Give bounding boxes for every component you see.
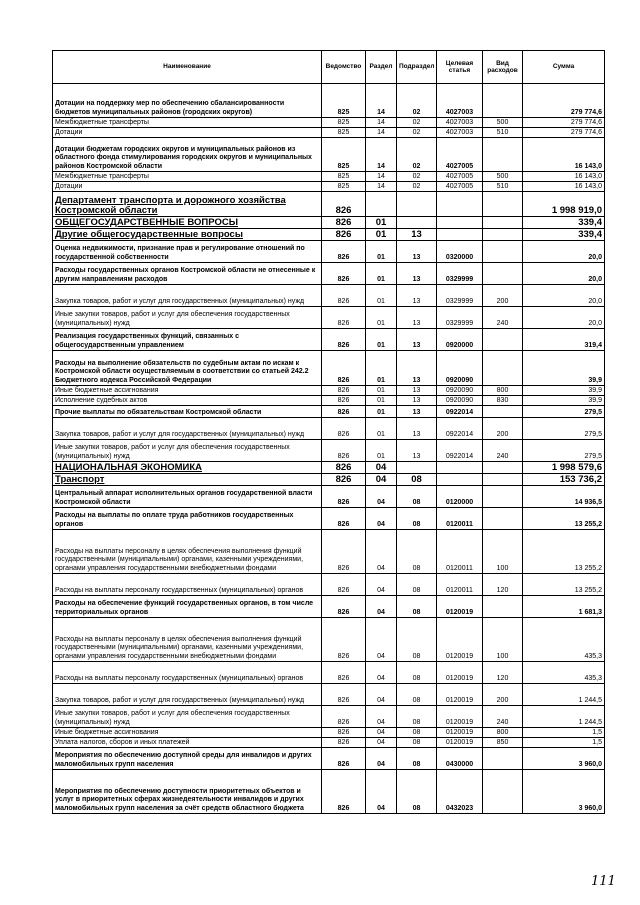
row-vedomstvo: 825 [322,128,366,138]
page-number: 111 [591,874,616,889]
row-name: Закупка товаров, работ и услуг для государственных (муниципальных) нужд [53,285,322,307]
row-summa: 435,3 [523,662,605,684]
row-name: Центральный аппарат исполнительных органов государственной власти Костромской области [53,486,322,508]
row-vedomstvo: 826 [322,728,366,738]
row-celevaya-statya: 0922014 [437,418,483,440]
row-vedomstvo: 826 [322,706,366,728]
row-razdel: 01 [366,307,397,329]
row-vid-raskhodov [483,217,523,229]
row-summa: 319,4 [523,329,605,351]
row-summa: 20,0 [523,285,605,307]
row-summa: 279,5 [523,406,605,418]
row-vedomstvo: 826 [322,285,366,307]
row-celevaya-statya: 4027003 [437,128,483,138]
row-vedomstvo: 826 [322,508,366,530]
row-vid-raskhodov: 200 [483,285,523,307]
row-podrazdel: 08 [397,596,437,618]
row-celevaya-statya: 0120011 [437,574,483,596]
row-razdel: 04 [366,574,397,596]
table-row [53,128,605,138]
row-celevaya-statya: 0120019 [437,662,483,684]
table-row [53,217,605,229]
row-podrazdel: 08 [397,618,437,662]
row-vid-raskhodov [483,241,523,263]
header-vid-raskhodov: Вид расходов [483,51,523,84]
row-summa: 1,5 [523,738,605,748]
row-celevaya-statya [437,462,483,474]
row-celevaya-statya: 0920090 [437,386,483,396]
row-podrazdel: 08 [397,684,437,706]
table-row [53,684,605,706]
row-celevaya-statya: 0432023 [437,770,483,814]
row-razdel: 04 [366,530,397,574]
row-celevaya-statya: 4027005 [437,172,483,182]
row-celevaya-statya: 0922014 [437,440,483,462]
row-name: Мероприятия по обеспечению доступности приоритетных объектов и услуг в приоритетных сферах жизнедеятельности инвалидов и других маломобильных групп населения за счёт средств областного бюджета [53,770,322,814]
row-razdel: 04 [366,748,397,770]
row-vedomstvo: 825 [322,138,366,172]
row-vid-raskhodov [483,229,523,241]
row-celevaya-statya: 0120019 [437,728,483,738]
row-podrazdel: 08 [397,486,437,508]
row-razdel: 01 [366,217,397,229]
row-razdel: 04 [366,728,397,738]
row-vedomstvo: 826 [322,440,366,462]
row-summa: 1 244,5 [523,684,605,706]
table-row [53,138,605,172]
table-row [53,508,605,530]
table-row [53,172,605,182]
row-podrazdel: 08 [397,728,437,738]
row-name: Другие общегосударственные вопросы [53,229,322,241]
header-celevaya-statya: Целевая статья [437,51,483,84]
table-row [53,486,605,508]
row-name: Транспорт [53,474,322,486]
row-vedomstvo: 826 [322,662,366,684]
row-razdel: 14 [366,172,397,182]
row-vid-raskhodov [483,770,523,814]
row-name: Иные бюджетные ассигнования [53,728,322,738]
row-podrazdel: 13 [397,329,437,351]
row-podrazdel: 02 [397,128,437,138]
row-celevaya-statya: 4027003 [437,84,483,118]
row-name: Закупка товаров, работ и услуг для государственных (муниципальных) нужд [53,684,322,706]
row-summa: 13 255,2 [523,530,605,574]
row-razdel: 01 [366,241,397,263]
budget-table [52,50,605,814]
row-name: Расходы на выполнение обязательств по судебным актам по искам к Костромской области осуществляемым в соответствии со статьей 242.2 Бюджетного кодекса Российской Федерации [53,351,322,386]
row-name: Иные закупки товаров, работ и услуг для обеспечения государственных (муниципальных) нужд [53,307,322,329]
row-vid-raskhodov: 200 [483,418,523,440]
row-vid-raskhodov [483,508,523,530]
row-summa: 39,9 [523,396,605,406]
row-vedomstvo: 826 [322,329,366,351]
row-name: Расходы на выплаты персоналу государственных (муниципальных) органов [53,574,322,596]
row-razdel: 14 [366,128,397,138]
row-summa: 20,0 [523,307,605,329]
row-podrazdel: 13 [397,351,437,386]
row-celevaya-statya: 0329999 [437,285,483,307]
table-row [53,118,605,128]
row-vedomstvo: 826 [322,307,366,329]
row-podrazdel [397,462,437,474]
row-vedomstvo: 826 [322,418,366,440]
row-celevaya-statya: 0120019 [437,684,483,706]
table-body [53,84,605,814]
table-row [53,241,605,263]
row-vedomstvo: 826 [322,770,366,814]
row-podrazdel: 02 [397,84,437,118]
row-summa: 1 998 919,0 [523,192,605,217]
row-vid-raskhodov: 200 [483,684,523,706]
row-razdel: 14 [366,84,397,118]
row-name: Оценка недвижимости, признание прав и регулирование отношений по государственной собственности [53,241,322,263]
row-razdel: 04 [366,508,397,530]
row-name: Иные закупки товаров, работ и услуг для обеспечения государственных (муниципальных) нужд [53,706,322,728]
row-podrazdel: 13 [397,307,437,329]
row-razdel: 14 [366,118,397,128]
row-podrazdel: 13 [397,285,437,307]
header-podrazdel: Подраздел [397,51,437,84]
row-podrazdel: 13 [397,263,437,285]
table-row [53,662,605,684]
table-row [53,192,605,217]
row-podrazdel: 08 [397,508,437,530]
row-celevaya-statya: 0120019 [437,596,483,618]
row-name: ОБЩЕГОСУДАРСТВЕННЫЕ ВОПРОСЫ [53,217,322,229]
row-vedomstvo: 826 [322,596,366,618]
row-name: Расходы на выплаты персоналу в целях обеспечения выполнения функций государственными (муниципальными) органами, казенными учреждениями, органами управления государственными внебюджетными фондами [53,530,322,574]
row-name: Иные закупки товаров, работ и услуг для обеспечения государственных (муниципальных) нужд [53,440,322,462]
table-row [53,738,605,748]
table-row [53,770,605,814]
table-row [53,462,605,474]
row-vid-raskhodov: 500 [483,118,523,128]
row-razdel: 01 [366,440,397,462]
row-name: Дотации на поддержку мер по обеспечению сбалансированности бюджетов муниципальных районов (городских округов) [53,84,322,118]
row-vedomstvo: 826 [322,406,366,418]
row-podrazdel: 13 [397,241,437,263]
table-row [53,229,605,241]
row-podrazdel: 02 [397,118,437,128]
row-podrazdel: 08 [397,662,437,684]
row-celevaya-statya: 4027005 [437,182,483,192]
table-row [53,530,605,574]
row-celevaya-statya: 0320000 [437,241,483,263]
row-celevaya-statya: 0120000 [437,486,483,508]
table-row [53,474,605,486]
row-name: Межбюджетные трансферты [53,118,322,128]
row-podrazdel: 08 [397,738,437,748]
row-podrazdel: 08 [397,748,437,770]
row-celevaya-statya: 0920000 [437,329,483,351]
row-razdel: 01 [366,285,397,307]
row-vedomstvo: 826 [322,229,366,241]
row-summa: 1,5 [523,728,605,738]
row-vid-raskhodov: 100 [483,530,523,574]
header-name: Наименование [53,51,322,84]
row-razdel: 14 [366,182,397,192]
row-vid-raskhodov [483,748,523,770]
header-razdel: Раздел [366,51,397,84]
row-podrazdel: 13 [397,440,437,462]
row-razdel: 14 [366,138,397,172]
table-row [53,285,605,307]
table-row [53,418,605,440]
row-vedomstvo: 825 [322,84,366,118]
row-razdel: 04 [366,706,397,728]
row-podrazdel: 13 [397,396,437,406]
table-row [53,351,605,386]
table-header-row [53,51,605,84]
row-summa: 279 774,6 [523,118,605,128]
row-podrazdel [397,192,437,217]
table-row [53,307,605,329]
row-name: Исполнение судебных актов [53,396,322,406]
row-name: Уплата налогов, сборов и иных платежей [53,738,322,748]
row-vid-raskhodov [483,474,523,486]
row-vid-raskhodov [483,462,523,474]
row-vedomstvo: 825 [322,182,366,192]
row-vid-raskhodov: 830 [483,396,523,406]
table-row [53,84,605,118]
row-vedomstvo: 825 [322,172,366,182]
row-podrazdel: 13 [397,386,437,396]
row-name: Прочие выплаты по обязательствам Костромской области [53,406,322,418]
row-vedomstvo: 826 [322,574,366,596]
row-vid-raskhodov [483,263,523,285]
row-vedomstvo: 826 [322,396,366,406]
row-vid-raskhodov [483,84,523,118]
row-podrazdel: 02 [397,182,437,192]
row-name: Дотации бюджетам городских округов и муниципальных районов из областного фонда стимулирования городских округов и муниципальных районов Костромской области [53,138,322,172]
row-celevaya-statya: 0920090 [437,396,483,406]
row-vedomstvo: 826 [322,684,366,706]
row-summa: 13 255,2 [523,574,605,596]
row-summa: 279 774,6 [523,84,605,118]
row-vid-raskhodov [483,192,523,217]
row-vid-raskhodov: 800 [483,728,523,738]
row-celevaya-statya: 4027005 [437,138,483,172]
row-podrazdel: 02 [397,138,437,172]
row-razdel: 04 [366,738,397,748]
table-row [53,574,605,596]
row-razdel: 04 [366,486,397,508]
row-vedomstvo: 826 [322,217,366,229]
row-vid-raskhodov [483,138,523,172]
row-vid-raskhodov: 510 [483,128,523,138]
row-razdel: 04 [366,662,397,684]
row-summa: 279,5 [523,418,605,440]
header-summa: Сумма [523,51,605,84]
table-row [53,406,605,418]
row-vedomstvo: 826 [322,351,366,386]
row-razdel: 01 [366,386,397,396]
row-summa: 1 244,5 [523,706,605,728]
row-podrazdel [397,217,437,229]
row-podrazdel: 08 [397,474,437,486]
row-summa: 3 960,0 [523,748,605,770]
row-name: Расходы на выплаты персоналу государственных (муниципальных) органов [53,662,322,684]
row-podrazdel: 08 [397,530,437,574]
row-summa: 16 143,0 [523,138,605,172]
table-row [53,748,605,770]
row-celevaya-statya: 0120019 [437,706,483,728]
row-vid-raskhodov: 120 [483,662,523,684]
row-summa: 339,4 [523,217,605,229]
table-row [53,386,605,396]
row-vid-raskhodov [483,329,523,351]
row-vid-raskhodov: 510 [483,182,523,192]
row-name: Расходы на выплаты персоналу в целях обеспечения выполнения функций государственными (муниципальными) органами, казенными учреждениями, органами управления государственными внебюджетными фондами [53,618,322,662]
row-podrazdel: 08 [397,770,437,814]
row-name: Иные бюджетные ассигнования [53,386,322,396]
row-podrazdel: 08 [397,706,437,728]
row-name: Закупка товаров, работ и услуг для государственных (муниципальных) нужд [53,418,322,440]
row-vid-raskhodov: 120 [483,574,523,596]
row-podrazdel: 13 [397,229,437,241]
row-summa: 279,5 [523,440,605,462]
row-vid-raskhodov [483,406,523,418]
row-name: Расходы государственных органов Костромской области не отнесенные к другим направлениям расходов [53,263,322,285]
row-vid-raskhodov: 240 [483,307,523,329]
row-summa: 339,4 [523,229,605,241]
row-celevaya-statya: 0920090 [437,351,483,386]
table-row [53,618,605,662]
row-razdel: 04 [366,474,397,486]
row-razdel: 01 [366,418,397,440]
row-vid-raskhodov: 500 [483,172,523,182]
row-celevaya-statya: 0120011 [437,508,483,530]
row-vid-raskhodov [483,596,523,618]
row-name: Дотации [53,182,322,192]
row-celevaya-statya: 0120019 [437,618,483,662]
row-summa: 20,0 [523,263,605,285]
row-summa: 1 681,3 [523,596,605,618]
row-vid-raskhodov: 100 [483,618,523,662]
row-vedomstvo: 826 [322,241,366,263]
table-row [53,329,605,351]
table-row [53,182,605,192]
row-razdel: 01 [366,351,397,386]
row-razdel: 01 [366,406,397,418]
row-podrazdel: 13 [397,418,437,440]
row-vid-raskhodov [483,351,523,386]
row-celevaya-statya: 0329999 [437,307,483,329]
row-summa: 153 736,2 [523,474,605,486]
table-row [53,396,605,406]
table-row [53,263,605,285]
row-summa: 39,9 [523,386,605,396]
row-summa: 13 255,2 [523,508,605,530]
row-razdel: 04 [366,770,397,814]
row-name: Расходы на выплаты по оплате труда работников государственных органов [53,508,322,530]
row-razdel: 01 [366,229,397,241]
row-celevaya-statya: 0329999 [437,263,483,285]
row-summa: 16 143,0 [523,172,605,182]
row-vid-raskhodov [483,486,523,508]
row-vid-raskhodov: 850 [483,738,523,748]
row-celevaya-statya: 0430000 [437,748,483,770]
row-summa: 16 143,0 [523,182,605,192]
table-row [53,596,605,618]
row-name: Мероприятия по обеспечению доступной среды для инвалидов и других маломобильных групп населения [53,748,322,770]
row-summa: 3 960,0 [523,770,605,814]
row-vedomstvo: 826 [322,462,366,474]
row-celevaya-statya: 0922014 [437,406,483,418]
row-razdel: 01 [366,329,397,351]
row-vedomstvo: 826 [322,474,366,486]
row-razdel: 01 [366,263,397,285]
table-row [53,440,605,462]
row-vedomstvo: 826 [322,748,366,770]
row-summa: 1 998 579,6 [523,462,605,474]
row-vedomstvo: 826 [322,263,366,285]
row-vedomstvo: 826 [322,618,366,662]
row-razdel [366,192,397,217]
table-row [53,706,605,728]
row-celevaya-statya [437,474,483,486]
row-vedomstvo: 825 [322,118,366,128]
header-vedomstvo: Ведомство [322,51,366,84]
row-podrazdel: 13 [397,406,437,418]
row-celevaya-statya [437,217,483,229]
row-vedomstvo: 826 [322,386,366,396]
row-celevaya-statya: 4027003 [437,118,483,128]
row-razdel: 04 [366,462,397,474]
row-razdel: 04 [366,618,397,662]
row-celevaya-statya: 0120011 [437,530,483,574]
row-vedomstvo: 826 [322,530,366,574]
row-name: Межбюджетные трансферты [53,172,322,182]
row-summa: 39,9 [523,351,605,386]
row-vid-raskhodov: 240 [483,706,523,728]
row-celevaya-statya: 0120019 [437,738,483,748]
row-summa: 20,0 [523,241,605,263]
row-podrazdel: 08 [397,574,437,596]
row-summa: 435,3 [523,618,605,662]
row-summa: 14 936,5 [523,486,605,508]
row-name: Дотации [53,128,322,138]
row-vedomstvo: 826 [322,738,366,748]
row-summa: 279 774,6 [523,128,605,138]
row-vid-raskhodov: 240 [483,440,523,462]
row-vid-raskhodov: 800 [483,386,523,396]
table-row [53,728,605,738]
row-vedomstvo: 826 [322,192,366,217]
row-celevaya-statya [437,192,483,217]
row-razdel: 01 [366,396,397,406]
row-name: Расходы на обеспечение функций государственных органов, в том числе территориальных органов [53,596,322,618]
row-celevaya-statya [437,229,483,241]
row-podrazdel: 02 [397,172,437,182]
row-name: НАЦИОНАЛЬНАЯ ЭКОНОМИКА [53,462,322,474]
row-razdel: 04 [366,684,397,706]
row-razdel: 04 [366,596,397,618]
row-vedomstvo: 826 [322,486,366,508]
row-name: Департамент транспорта и дорожного хозяйства Костромской области [53,192,322,217]
row-name: Реализация государственных функций, связанных с общегосударственным управлением [53,329,322,351]
